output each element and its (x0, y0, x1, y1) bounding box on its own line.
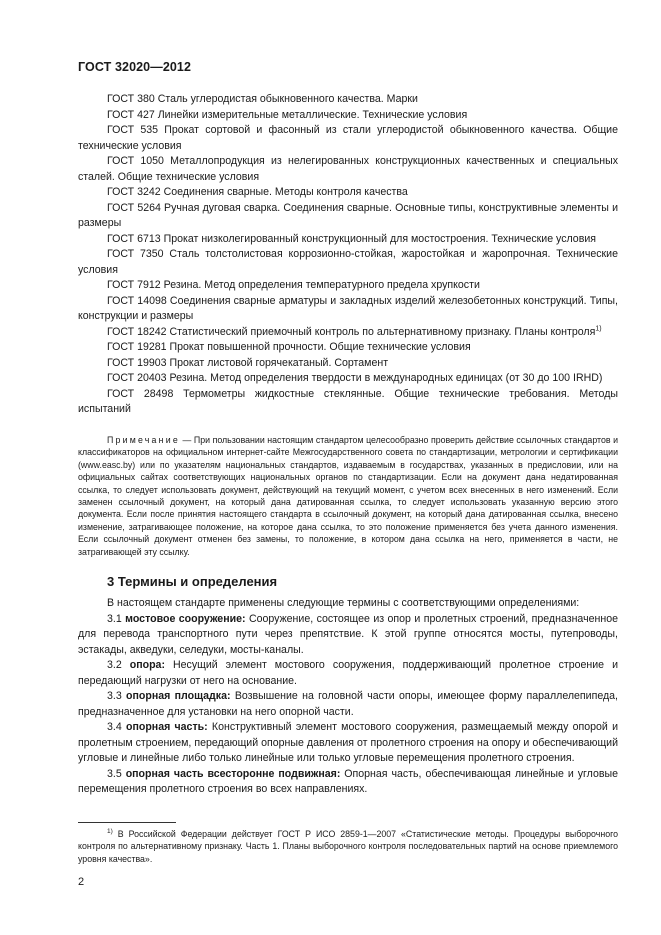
footnote-text: В Российской Федерации действует ГОСТ Р ИСО 2859-1—2007 «Статистические методы. Процедуры выборочного контроля по альтернативному признаку. Часть 1. Планы выборочного контроля последовательных партий на основе приемлемого уровня качества». (78, 829, 618, 864)
reference-text: ГОСТ 7350 Сталь толстолистовая коррозионно-стойкая, жаростойкая и жаропрочная. Технические условия (78, 248, 618, 276)
term-definition (78, 720, 618, 767)
reference-item (78, 325, 618, 341)
reference-text: ГОСТ 3242 Соединения сварные. Методы контроля качества (107, 186, 408, 198)
reference-item (78, 123, 618, 154)
term-number: 3.5 (107, 767, 122, 780)
reference-item (78, 201, 618, 232)
reference-item (78, 247, 618, 278)
term-definition (78, 689, 618, 720)
term-number: 3.2 (107, 659, 122, 671)
document-header: ГОСТ 32020—2012 (78, 60, 192, 74)
term-definition (78, 658, 618, 689)
reference-item (78, 294, 618, 325)
term-name: мостовое сооружение: (125, 612, 246, 625)
term-name: опорная часть: (125, 721, 208, 733)
reference-text: ГОСТ 1050 Металлопродукция из нелегированных конструкционных качественных и специальных сталей. Общие технические условия (78, 155, 618, 183)
reference-item (78, 232, 618, 248)
reference-item (78, 278, 618, 294)
normative-references-list (78, 92, 618, 418)
reference-item (78, 387, 618, 418)
reference-item (78, 154, 618, 185)
reference-text: ГОСТ 7912 Резина. Метод определения температурного предела хрупкости (107, 279, 480, 291)
reference-text: ГОСТ 28498 Термометры жидкостные стеклянные. Общие технические требования. Методы испытаний (78, 387, 618, 415)
note-label: Примечание (107, 435, 180, 445)
reference-text: ГОСТ 380 Сталь углеродистая обыкновенного качества. Марки (107, 93, 418, 105)
term-name: опорная площадка: (126, 690, 231, 702)
section-title: 3 Термины и определения (107, 574, 278, 589)
note-text: — При пользовании настоящим стандартом целесообразно проверить действие ссылочных стандартов и классификаторов на официальном интернет-сайте Межгосударственного совета по стандартизации, метрологии и сертификации (www.easc.by) или по указателям национальных стандартов, издаваемым в государствах, указанных в предисловии, или на официальных сайтах соответствующих национальных органов по стандартизации. Если на документ дана недатированная ссылка, то следует использовать документ, действующий на текущий момент, с учетом всех внесенных в него изменений. Если заменен ссылочный документ, на который дана датированная ссылка, то следует использовать указанную версию этого документа. Если после принятия настоящего стандарта в ссылочный документ, на который дана датированная ссылка, внесено изменение, затрагивающее положение, на которое дана ссылка, то это положение применяется без учета данного изменения. Если ссылочный документ отменен без замены, то положение, в котором дана ссылка на него, применяется в части, не затрагивающей эту ссылку. (78, 435, 618, 557)
reference-text: ГОСТ 20403 Резина. Метод определения твердости в международных единицах (от 30 до 100 IRHD) (107, 372, 603, 384)
reference-text: ГОСТ 6713 Прокат низколегированный конструкционный для мостостроения. Технические условия (107, 232, 596, 245)
reference-text: ГОСТ 427 Линейки измерительные металлические. Технические условия (107, 108, 468, 121)
term-definition (78, 612, 618, 659)
term-number: 3.4 (107, 721, 122, 733)
reference-text: ГОСТ 19903 Прокат листовой горячекатаный. Сортамент (107, 356, 389, 369)
reference-text: ГОСТ 18242 Статистический приемочный контроль по альтернативному признаку. Планы контроля (107, 325, 596, 338)
reference-text: ГОСТ 535 Прокат сортовой и фасонный из стали углеродистой обыкновенного качества. Общие технические условия (78, 124, 618, 152)
footnote-divider (78, 822, 176, 823)
term-text: Конструктивный элемент мостового сооружения, размещаемый между опорой и пролетным строением, передающий опорные давления от пролетного строения на опору и обеспечивающий угловые и линейные либо только линейные или только угловые перемещения пролетного строения. (78, 721, 618, 764)
reference-item (78, 340, 618, 356)
page-number: 2 (78, 876, 85, 888)
terms-section (78, 596, 618, 798)
term-number: 3.1 (107, 612, 122, 625)
term-text: Сооружение, состоящее из опор и пролетных строений, предназначенное для перевода транспортного пути через препятствие. К этой группе относятся мосты, путепроводы, эстакады, акведуки, селедуки, мосты-каналы. (78, 612, 618, 656)
reference-item (78, 185, 618, 201)
footnote (78, 828, 618, 865)
term-text: Возвышение на головной части опоры, имеющее форму параллелепипеда, предназначенное для установки на него опорной части. (78, 690, 618, 718)
reference-item (78, 371, 618, 387)
term-name: опорная часть всесторонне подвижная: (125, 767, 341, 780)
note-paragraph (78, 434, 618, 558)
reference-item (78, 108, 618, 124)
term-definition (78, 767, 618, 798)
footnote-mark: 1) (107, 828, 113, 836)
footnote-mark: 1) (595, 324, 602, 332)
reference-text: ГОСТ 5264 Ручная дуговая сварка. Соединения сварные. Основные типы, конструктивные элементы и размеры (78, 201, 618, 229)
term-text: Несущий элемент мостового сооружения, поддерживающий пролетное строение и передающий нагрузки от него на основание. (78, 659, 618, 687)
term-name: опора: (129, 659, 165, 671)
reference-text: ГОСТ 19281 Прокат повышенной прочности. Общие технические условия (107, 341, 471, 353)
reference-item (78, 92, 618, 108)
reference-item (78, 356, 618, 372)
section-intro: В настоящем стандарте применены следующие термины с соответствующими определениями: (107, 597, 580, 609)
term-text: Опорная часть, обеспечивающая линейные и угловые перемещения пролетного строения во всех направлениях. (78, 767, 618, 795)
reference-text: ГОСТ 14098 Соединения сварные арматуры и закладных изделий железобетонных конструкций. Типы, конструкции и размеры (78, 294, 618, 322)
term-number: 3.3 (107, 690, 122, 702)
